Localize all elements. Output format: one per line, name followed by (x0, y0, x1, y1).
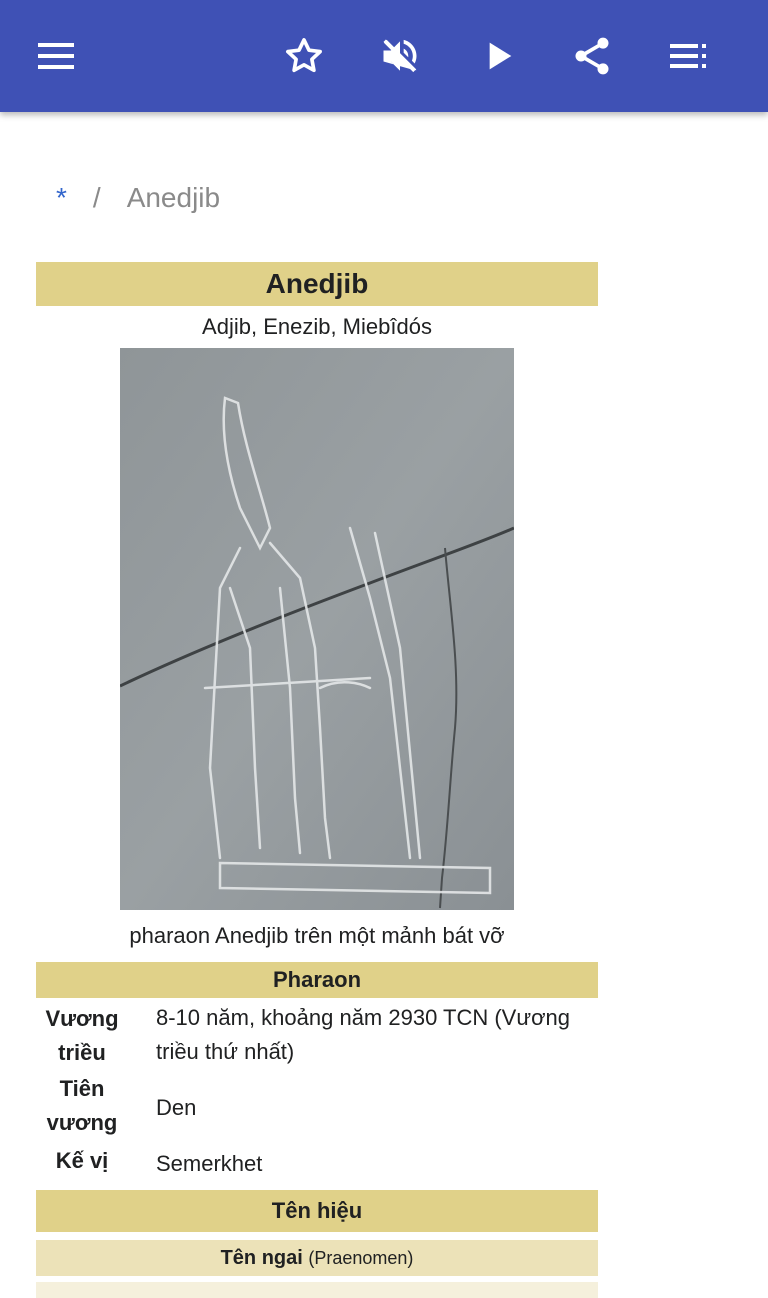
row-label: Vương triều (45, 1006, 119, 1065)
breadcrumb-current: Anedjib (126, 182, 221, 213)
star-icon (282, 34, 326, 78)
row-value-link[interactable]: Semerkhet (156, 1151, 263, 1176)
infobox-image[interactable] (120, 348, 514, 910)
play-button[interactable] (466, 24, 530, 88)
row-label: Kế vị (55, 1148, 109, 1173)
playlist-icon (668, 36, 708, 76)
breadcrumb-separator: / (92, 182, 101, 213)
menu-button[interactable] (24, 24, 88, 88)
subsection-note: (Praenomen) (308, 1248, 414, 1268)
infobox-row-predecessor (36, 1072, 598, 1144)
infobox-row-successor (36, 1144, 598, 1184)
breadcrumb (56, 178, 220, 218)
app-toolbar (0, 0, 768, 112)
play-icon (478, 36, 518, 76)
infobox-image-caption: pharaon Anedjib trên một mảnh bát vỡ (129, 923, 505, 948)
infobox (36, 262, 598, 1298)
infobox-row-dynasty (36, 998, 598, 1072)
mute-button[interactable] (368, 24, 432, 88)
infobox-title: Anedjib (36, 262, 598, 306)
section-titles-header: Tên hiệu (36, 1190, 598, 1232)
row-value-link[interactable]: Den (156, 1095, 197, 1120)
row-label: Tiên vương (46, 1076, 118, 1135)
row-value: 8-10 năm, khoảng năm 2930 TCN (Vương triều thứ nhất) (156, 1005, 570, 1064)
infobox-continuation (36, 1282, 598, 1298)
menu-icon (36, 36, 76, 76)
subsection-title: Tên ngai (220, 1247, 303, 1269)
volume-off-icon (378, 34, 422, 78)
share-icon (570, 34, 614, 78)
contents-button[interactable] (656, 24, 720, 88)
section-pharaon-header: Pharaon (36, 962, 598, 998)
infobox-alt-names: Adjib, Enezib, Miebîdós (202, 314, 432, 339)
breadcrumb-home-link[interactable]: * (56, 182, 67, 213)
bookmark-button[interactable] (272, 24, 336, 88)
subsection-throne-name (36, 1240, 598, 1276)
share-button[interactable] (560, 24, 624, 88)
